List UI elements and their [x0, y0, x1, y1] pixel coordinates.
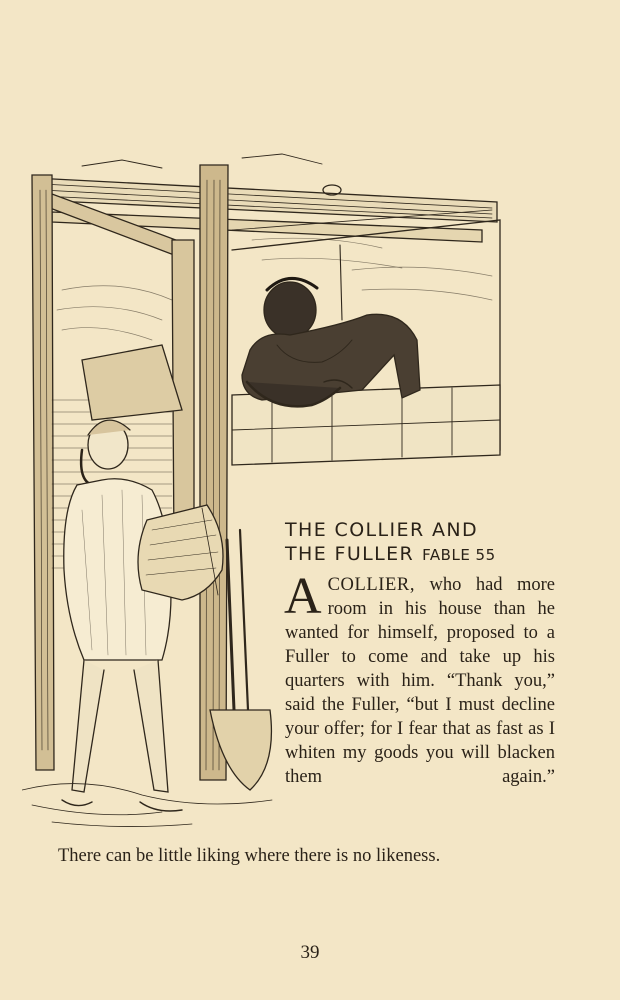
title-line-1: THE COLLIER AND	[285, 519, 479, 541]
fuller-figure	[62, 420, 223, 811]
collier-figure	[242, 278, 420, 406]
central-post	[200, 165, 228, 780]
fable-body	[284, 568, 555, 789]
fable-number: FABLE 55	[422, 546, 496, 564]
left-post	[32, 175, 54, 770]
first-word: COLLIER,	[327, 575, 416, 595]
drop-cap: A	[284, 568, 322, 625]
ground	[22, 784, 272, 827]
title-line-2	[285, 542, 585, 567]
shed-roof	[82, 345, 182, 420]
body-text: who had more room in his house than he wanted for himself, proposed to a Fuller to come and take up his quarters with him. “Thank you,” said the Fuller, “but I must decline your offer; for I fear that as fast as I whiten my goods you will blacken them again.”	[285, 575, 555, 787]
title-line-2-text: THE FULLER	[285, 543, 415, 565]
fable-moral: There can be little liking where there is no likeness.	[58, 846, 441, 866]
body-paragraph	[284, 568, 555, 789]
page-number: 39	[300, 942, 320, 963]
fable-title	[285, 518, 585, 567]
